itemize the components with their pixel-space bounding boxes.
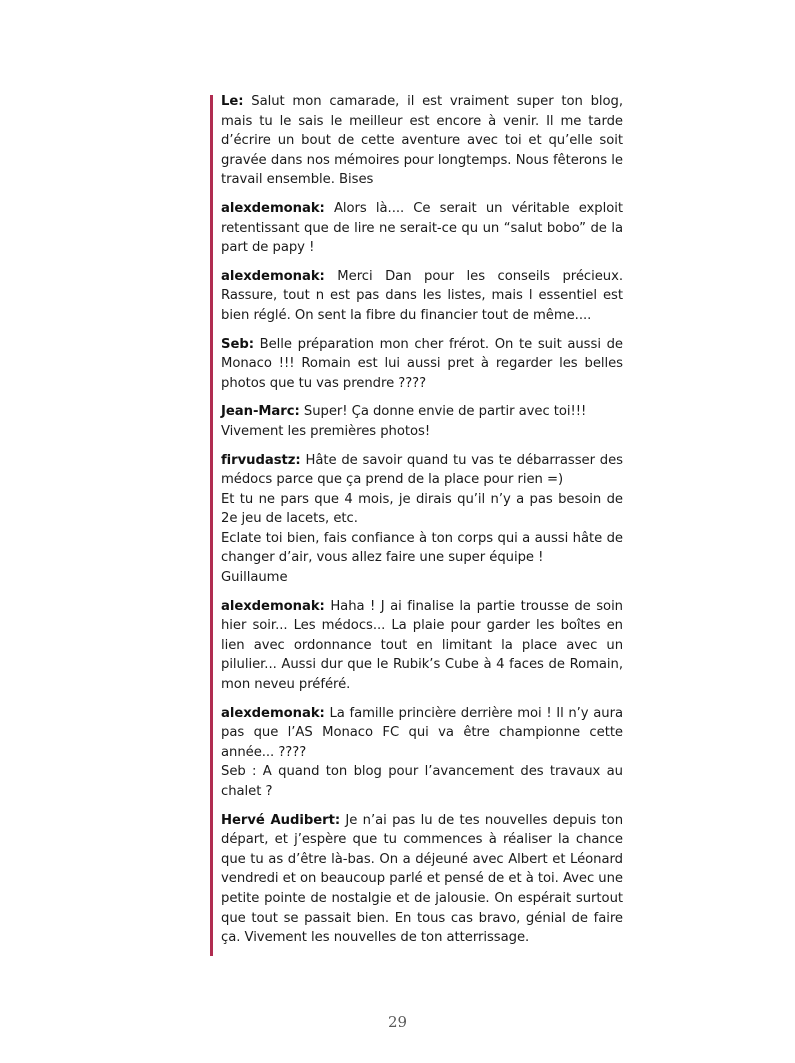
comment-line: [221, 267, 623, 326]
comment-text: Et tu ne pars que 4 mois, je dirais qu’il n’y a pas besoin de 2e jeu de lacets, etc.: [221, 491, 623, 527]
comment-paragraph: [221, 811, 623, 948]
comment-paragraph: [221, 402, 623, 441]
comment-paragraph: [221, 597, 623, 695]
comment-text: Je n’ai pas lu de tes nouvelles depuis ton départ, et j’espère que tu commences à réaliser la chance que tu as d’être là-bas. On a déjeuné avec Albert et Léonard vendredi et on beaucoup parlé et pensé de et à toi. Avec une petite pointe de nostalgie et de jalousie. On espérait surtout que tout se passait bien. En tous cas bravo, génial de faire ça. Vivement les nouvelles de ton atterrissage.: [221, 812, 623, 946]
comment-line: [221, 335, 623, 394]
comment-author: alexdemonak:: [221, 705, 325, 721]
comment-text: Belle préparation mon cher frérot. On te suit aussi de Monaco !!! Romain est lui aussi pret à regarder les belles photos que tu vas prendre ????: [221, 336, 623, 391]
comment-line: [221, 811, 623, 948]
comment-paragraph: [221, 92, 623, 190]
comment-author: Jean-Marc:: [221, 404, 300, 420]
comment-author: alexdemonak:: [221, 598, 325, 614]
comment-author: alexdemonak:: [221, 268, 325, 284]
comment-signature: Guillaume: [221, 570, 288, 586]
comments-block: [221, 92, 623, 957]
comment-text: Super! Ça donne envie de partir avec toi!!!: [303, 404, 587, 420]
comment-paragraph: [221, 267, 623, 326]
comment-text: Vivement les premières photos!: [221, 423, 431, 439]
comment-author: Seb:: [221, 336, 254, 352]
comment-author: Hervé Audibert:: [221, 812, 341, 828]
comment-paragraph: [221, 335, 623, 394]
comment-author: firvudastz:: [221, 452, 301, 468]
comment-text: Merci Dan pour les conseils précieux. Rassure, tout n est pas dans les listes, mais l essentiel est bien réglé. On sent la fibre du financier tout de même....: [221, 268, 623, 323]
comment-line: [221, 451, 623, 490]
comment-line: [221, 199, 623, 258]
comment-line: [221, 402, 623, 422]
comment-text: Hâte de savoir quand tu vas te débarrasser des médocs parce que ça prend de la place pour rien =): [221, 452, 623, 488]
comment-text: Eclate toi bien, fais confiance à ton corps qui a aussi hâte de changer d’air, vous allez faire une super équipe !: [221, 530, 623, 566]
comment-paragraph: [221, 451, 623, 588]
comment-author: alexdemonak:: [221, 200, 325, 216]
comment-text: Alors là.... Ce serait un véritable exploit retentissant que de lire ne serait-ce qu un “salut bobo” de la part de papy !: [221, 200, 623, 256]
comment-line: [221, 704, 623, 763]
comment-paragraph: [221, 704, 623, 802]
comment-line: [221, 597, 623, 695]
comment-line: [221, 92, 623, 190]
page-number: 29: [387, 1013, 408, 1031]
comment-paragraph: [221, 199, 623, 258]
comment-text: Salut mon camarade, il est vraiment super ton blog, mais tu le sais le meilleur est encore à venir. Il me tarde d’écrire un bout de cette aventure avec toi et qu’elle soit gravée dans nos mémoires pour longtemps. Nous fêterons le travail ensemble. Bises: [221, 94, 623, 188]
comment-author: Le:: [221, 94, 244, 109]
comment-text: La famille princière derrière moi ! Il n’y aura pas que l’AS Monaco FC qui va être championne cette année... ????: [221, 705, 623, 760]
comment-text: Haha ! J ai finalise la partie trousse de soin hier soir... Les médocs... La plaie pour garder les boîtes en lien avec ordonnance tout en limitant la place avec un pilulier... Aussi dur que le Rubik’s Cube à 4 faces de Romain, mon neveu préféré.: [221, 598, 623, 693]
quote-accent-bar: [210, 95, 213, 956]
comment-text: Seb : A quand ton blog pour l’avancement des travaux au chalet ?: [221, 764, 623, 799]
